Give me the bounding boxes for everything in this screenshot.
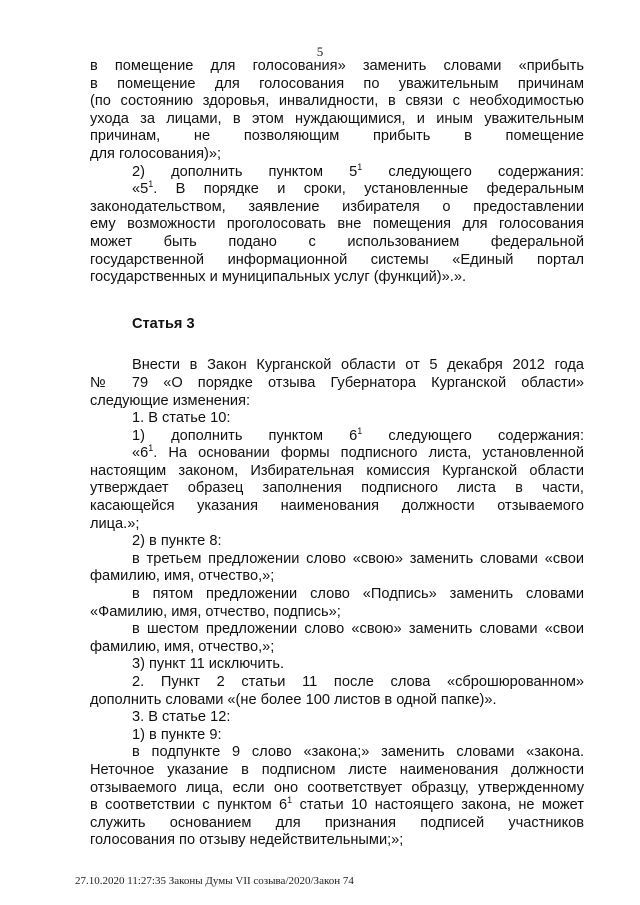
- text-line: может быть подано с использованием федеральной: [90, 233, 584, 250]
- page-number: 5: [316, 44, 324, 59]
- text-segment: . На основании формы подписного листа, установленной: [153, 445, 584, 462]
- text-segment: следующего содержания:: [362, 427, 585, 444]
- text-segment: 1) дополнить пунктом 6: [132, 427, 358, 444]
- text-line: Неточное указание в подписном листе наименования должности: [90, 761, 584, 778]
- text-segment: 2) дополнить пунктом 5: [132, 163, 358, 180]
- text-line: 1) в пункте 9:: [132, 726, 222, 743]
- text-line: государственной информационной системы «Единый портал: [90, 251, 584, 268]
- text-line: следующие изменения:: [90, 392, 251, 409]
- text-line: причинам, не позволяющим прибыть в помещение: [90, 128, 584, 145]
- text-line: отзываемого лица, если оно соответствует образцу, утвержденному: [90, 779, 584, 796]
- text-line: фамилию, имя, отчество,»;: [90, 568, 275, 585]
- text-line: служить основанием для признания подписей участников: [90, 814, 584, 831]
- text-line: 2. Пункт 2 статьи 11 после слова «сброшюрованном»: [132, 674, 584, 690]
- text-line: ему возможности проголосовать вне помещения для голосования: [90, 216, 584, 233]
- text-line: [90, 181, 584, 199]
- text-line: для голосования)»;: [90, 145, 222, 162]
- text-line: 3. В статье 12:: [132, 709, 231, 726]
- text-line: [90, 161, 585, 182]
- superscript: 1: [148, 443, 154, 454]
- block-amendments-b: [90, 357, 584, 850]
- text-line: Внести в Закон Курганской области от 5 декабря 2012 года: [132, 357, 584, 374]
- text-line: № 79 «О порядке отзыва Губернатора Курганской области»: [90, 374, 584, 391]
- text-line: утверждает образец заполнения подписного листа в части,: [90, 480, 584, 497]
- superscript: 1: [148, 179, 154, 190]
- text-line: ухода за лицами, в этом нуждающимися, и иным уважительным: [90, 110, 584, 127]
- text-segment: «5: [132, 181, 149, 198]
- superscript: 1: [287, 795, 293, 806]
- text-line: фамилию, имя, отчество,»;: [90, 638, 275, 655]
- text-line: (по состоянию здоровья, инвалидности, в связи с необходимостью: [90, 93, 584, 110]
- superscript: 1: [357, 425, 363, 436]
- text-line: [90, 797, 584, 815]
- text-line: 2) в пункте 8:: [132, 533, 222, 550]
- article-heading: Статья 3: [132, 315, 195, 332]
- text-line: в подпункте 9 слово «закона;» заменить словами «закона.: [132, 744, 584, 761]
- text-line: в пятом предложении слово «Подпись» заменить словами: [132, 586, 584, 603]
- text-segment: в соответствии с пунктом 6: [90, 797, 288, 814]
- text-line: дополнить словами «(не более 100 листов в одной папке)».: [90, 691, 497, 708]
- text-segment: . В порядке и сроки, установленные федеральным: [153, 181, 584, 198]
- block-amendments-a: [90, 58, 584, 287]
- text-line: в шестом предложении слово «свою» заменить словами «свои: [132, 621, 584, 638]
- text-line: «Фамилию, имя, отчество, подпись»;: [90, 603, 341, 620]
- text-segment: следующего содержания:: [362, 163, 585, 180]
- text-line: законодательством, заявление избирателя о предоставлении: [90, 198, 584, 215]
- text-segment: «6: [132, 445, 149, 462]
- text-line: касающейся указания наименования должности отзываемого: [90, 498, 584, 515]
- superscript: 1: [357, 161, 363, 172]
- text-line: государственных и муниципальных услуг (функций)».».: [90, 269, 467, 286]
- text-line: голосования по отзыву недействительными;»;: [90, 832, 404, 849]
- text-line: в помещение для голосования по уважительным причинам: [90, 75, 584, 92]
- text-line: [90, 425, 585, 446]
- text-segment: статьи 10 настоящего закона, не может: [292, 797, 584, 814]
- text-line: в помещение для голосования» заменить словами «прибыть: [90, 58, 584, 74]
- text-line: 1. В статье 10:: [132, 410, 231, 427]
- text-line: лица.»;: [90, 515, 140, 532]
- text-line: 3) пункт 11 исключить.: [132, 656, 285, 673]
- footer-stamp: 27.10.2020 11:27:35 Законы Думы VII созыва/2020/Закон 74: [75, 875, 354, 887]
- text-line: в третьем предложении слово «свою» заменить словами «свои: [132, 550, 584, 567]
- document-body: [90, 58, 584, 850]
- text-line: [90, 445, 584, 463]
- text-line: настоящим законом, Избирательная комиссия Курганской области: [90, 462, 584, 479]
